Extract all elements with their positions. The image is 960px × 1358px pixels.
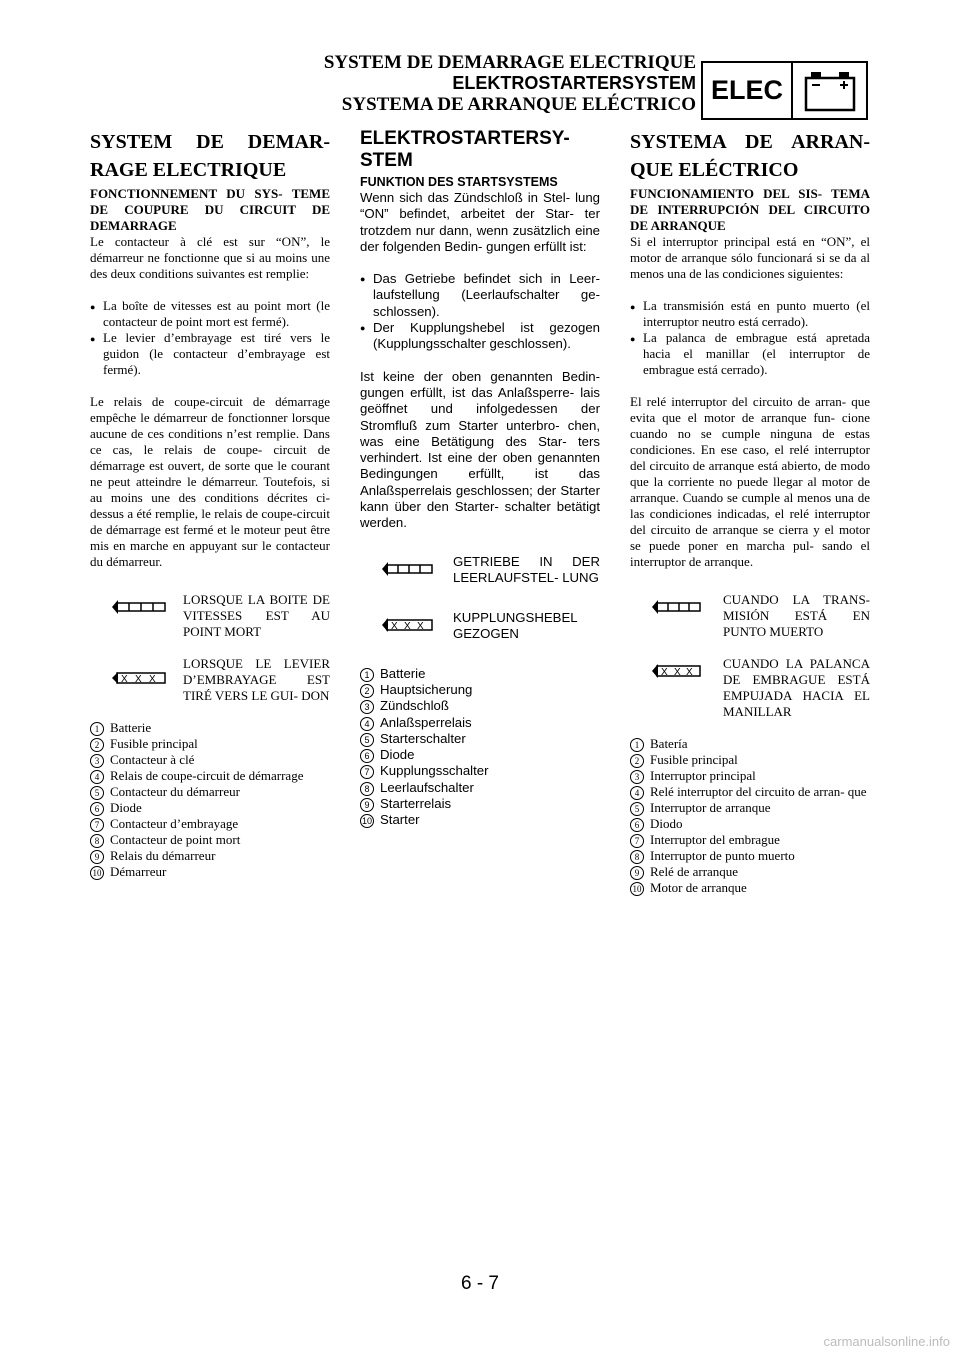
svg-text:X: X xyxy=(417,620,424,632)
list-item: 9 Starterrelais xyxy=(360,796,600,812)
list-item: 2 Hauptsicherung xyxy=(360,682,600,698)
condition-neutral xyxy=(360,554,600,594)
section-subtitle: FUNKTION DES STARTSYSTEMS xyxy=(360,175,558,189)
section-badge-label: ELEC xyxy=(703,63,793,118)
list-item: 2 Fusible principal xyxy=(90,736,330,752)
condition-clutch xyxy=(90,656,330,704)
list-item: ● La transmisión está en punto muerto (el interruptor neutro está cerrado). xyxy=(630,298,870,330)
list-item: 6 Diode xyxy=(360,747,600,763)
section-title: ELEKTROSTARTERSY- STEM xyxy=(360,128,570,171)
condition-text: CUANDO LA TRANS- MISIÓN ESTÁ EN PUNTO MUERTO xyxy=(723,592,870,639)
condition-text: LORSQUE LA BOITE DE VITESSES EST AU POINT MORT xyxy=(183,592,330,639)
list-item: ● Das Getriebe befindet sich in Leer- laufstellung (Leerlaufschalter ge- schlossen). xyxy=(360,271,600,320)
list-item: 3 Interruptor principal xyxy=(630,768,870,784)
header-title-spanish: SYSTEMA DE ARRANQUE ELÉCTRICO xyxy=(341,94,696,115)
section-title: SYSTEM DE DEMAR- RAGE ELECTRIQUE xyxy=(90,131,330,181)
legend-list xyxy=(360,666,600,829)
list-item: 8 Interruptor de punto muerto xyxy=(630,848,870,864)
list-item: ● Le levier d’embrayage est tiré vers le guidon (le contacteur d’embrayage est fermé). xyxy=(90,330,330,378)
list-item: 4 Anlaßsperrelais xyxy=(360,715,600,731)
body-paragraph: Le relais de coupe-circuit de démarrage empêche le démarreur de fonctionner lorsque aucune de ces conditions n’est remplie. Dans ce cas, le relais de coupe- circuit de démarrage est ouvert, de sorte que le courant ne peut atteindre le démarreur. Toutefois, si au moins une des conditions décrites ci-dessus a été remplie, le relais de coupe-circuit de démarrage est fermé et le moteur peut être mis en marche en appuyant sur le contacteur du démarreur. xyxy=(90,394,330,569)
list-item: 1 Batterie xyxy=(90,720,330,736)
column-french xyxy=(90,128,330,880)
page-header-titles xyxy=(324,52,696,115)
condition-neutral xyxy=(90,592,330,640)
list-item: 6 Diode xyxy=(90,800,330,816)
list-item: 10 Motor de arranque xyxy=(630,880,870,896)
legend-list xyxy=(630,736,870,896)
list-item: 8 Leerlaufschalter xyxy=(360,780,600,796)
list-item: 6 Diodo xyxy=(630,816,870,832)
intro-paragraph: Wenn sich das Zündschloß in Stel- lung “ON” befindet, arbeitet der Star- ter trotzdem nur dann, wenn zusätzlich eine der folgenden Bedin- gungen erfüllt ist: xyxy=(360,190,600,254)
condition-list xyxy=(360,271,600,352)
list-item: 1 Batería xyxy=(630,736,870,752)
section-badge xyxy=(701,61,868,120)
condition-clutch xyxy=(360,610,600,650)
list-item: 9 Relais du démarreur xyxy=(90,848,330,864)
list-item: 1 Batterie xyxy=(360,666,600,682)
svg-text:X: X xyxy=(686,667,693,678)
condition-list xyxy=(90,298,330,378)
list-item: 5 Interruptor de arranque xyxy=(630,800,870,816)
intro-paragraph: Le contacteur à clé est sur “ON”, le démarreur ne fonctionne que si au moins une des deux conditions suivantes est remplie: xyxy=(90,234,330,281)
svg-text:X: X xyxy=(404,620,411,632)
battery-icon xyxy=(793,63,866,118)
condition-list xyxy=(630,298,870,378)
condition-neutral xyxy=(630,592,870,640)
list-item: 10 Starter xyxy=(361,812,420,828)
list-item: 3 Contacteur à clé xyxy=(90,752,330,768)
condition-text: GETRIEBE IN DER LEERLAUFSTEL- LUNG xyxy=(453,553,600,585)
section-title: SYSTEMA DE ARRAN- QUE ELÉCTRICO xyxy=(630,131,870,181)
svg-text:X: X xyxy=(391,620,398,632)
svg-text:X: X xyxy=(135,674,142,685)
body-paragraph: El relé interruptor del circuito de arran- que evita que el motor de arranque fun- cione cuando no se cumple ninguna de estas condiciones. En ese caso, el relé interruptor del circuito de arranque está abierto, de modo que la corriente no puede llegar al motor de arranque. Cuando se cumple al menos una de las condiciones indicadas, el relé interruptor del circuito de arranque se cierra y el motor se puede poner en marcha pul- sando el interruptor de arranque. xyxy=(630,394,870,569)
header-title-french: SYSTEM DE DEMARRAGE ELECTRIQUE xyxy=(323,52,696,73)
column-spanish xyxy=(630,128,870,896)
list-item: 7 Contacteur d’embrayage xyxy=(90,816,330,832)
header-title-german: ELEKTROSTARTERSYSTEM xyxy=(452,73,696,93)
clutch-arrow-icon xyxy=(90,656,183,696)
intro-paragraph: Si el interruptor principal está en “ON”, el motor de arranque sólo funcionará si se da al menos una de las condiciones siguientes: xyxy=(630,234,870,281)
page-number: 6 - 7 xyxy=(460,1273,500,1294)
list-item: ● Der Kupplungshebel ist gezogen (Kupplungsschalter geschlossen). xyxy=(360,320,600,353)
list-item: ● La boîte de vitesses est au point mort (le contacteur de point mort est fermé). xyxy=(90,298,330,330)
legend-list xyxy=(90,720,330,880)
body-paragraph: Ist keine der oben genannten Bedin- gungen erfüllt, ist das Anlaßsperre- lais geöffnet und infolgedessen der Stromfluß zum Starter unterbro- chen, was eine Betätigung des Star- ters verhindert. Ist eine der oben genannten Bedingungen erfüllt, ist das Anlaßsperrelais geschlossen; der Starter kann über den Starter- schalter betätigt werden. xyxy=(360,368,600,531)
list-item: 2 Fusible principal xyxy=(630,752,870,768)
condition-text: CUANDO LA PALANCA DE EMBRAGUE ESTÁ EMPUJADA HACIA EL MANILLAR xyxy=(723,656,870,719)
neutral-arrow-icon xyxy=(630,592,723,632)
condition-text: KUPPLUNGSHEBEL GEZOGEN xyxy=(453,609,578,641)
list-item: 7 Interruptor del embrague xyxy=(630,832,870,848)
section-subtitle: FONCTIONNEMENT DU SYS- TEME DE COUPURE DU CIRCUIT DE DEMARRAGE xyxy=(90,186,330,233)
list-item: ● La palanca de embrague está apretada hacia el manillar (el interruptor de embrague está cerrado). xyxy=(630,330,870,378)
svg-text:X: X xyxy=(149,674,156,685)
condition-clutch xyxy=(630,656,870,720)
condition-text: LORSQUE LE LEVIER D’EMBRAYAGE EST TIRÉ VERS LE GUI- DON xyxy=(183,656,330,703)
list-item: 10 Démarreur xyxy=(90,864,330,880)
list-item: 9 Relé de arranque xyxy=(630,864,870,880)
list-item: 7 Kupplungsschalter xyxy=(360,763,600,779)
list-item: 4 Relé interruptor del circuito de arran- que xyxy=(630,784,870,800)
svg-text:X: X xyxy=(121,674,128,685)
list-item: 5 Starterschalter xyxy=(360,731,600,747)
list-item: 4 Relais de coupe-circuit de démarrage xyxy=(90,768,330,784)
svg-text:X: X xyxy=(674,667,681,678)
neutral-arrow-icon xyxy=(360,554,453,594)
svg-text:X: X xyxy=(661,667,668,678)
footer-watermark: carmanualsonline.info xyxy=(823,1334,950,1349)
neutral-arrow-icon xyxy=(90,592,183,632)
list-item: 3 Zündschloß xyxy=(360,698,600,714)
list-item: 5 Contacteur du démarreur xyxy=(90,784,330,800)
clutch-arrow-icon xyxy=(630,656,723,696)
clutch-arrow-icon xyxy=(360,610,453,650)
column-german xyxy=(360,128,600,829)
list-item: 8 Contacteur de point mort xyxy=(90,832,330,848)
section-subtitle: FUNCIONAMIENTO DEL SIS- TEMA DE INTERRUPCIÓN DEL CIRCUITO DE ARRANQUE xyxy=(630,186,870,233)
